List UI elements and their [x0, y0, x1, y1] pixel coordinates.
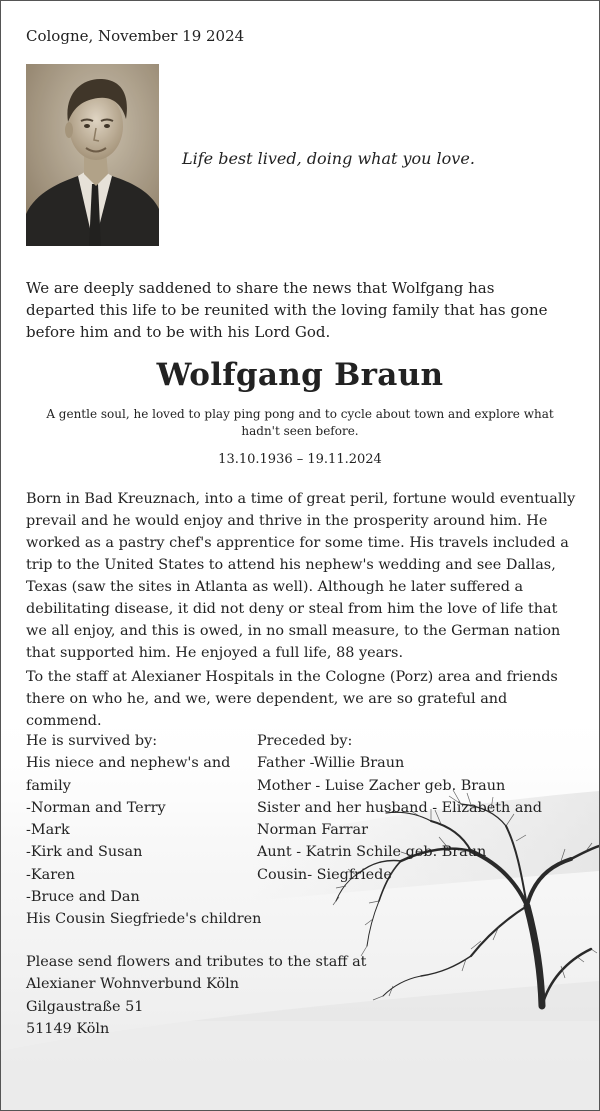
survivor-item: His Cousin Siegfriede's children: [26, 911, 262, 928]
survivor-item: -Bruce and Dan: [26, 889, 140, 906]
preceded-item: Aunt - Katrin Schile geb. Braun: [257, 844, 487, 861]
motto: Life best lived, doing what you love.: [182, 149, 475, 168]
tagline: A gentle soul, he loved to play ping pong and to cycle about town and explore what hadn't seen before.: [46, 407, 554, 438]
survivor-item: -Karen: [26, 866, 75, 883]
preceded-by-section: [257, 730, 577, 886]
biography-paragraph: Born in Bad Kreuznach, into a time of great peril, fortune would eventually prevail and he would enjoy and thrive in the prosperity around him. He worked as a pastry chef's apprentice for some time. His travels included a trip to the United States to attend his nephew's wedding and see Dallas, Texas (saw the sites in Atlanta as well). Although he later suffered a debilitating disease, it did not deny or steal from him the love of life that we all enjoy, and this is owed, in no small measure, to the German nation that supported him. He enjoyed a full life, 88 years.: [26, 491, 576, 661]
portrait-photo: [26, 64, 159, 246]
address-line: Gilgaustraße 51: [26, 998, 144, 1015]
thanks-paragraph: To the staff at Alexianer Hospitals in the Cologne (Porz) area and friends there on who he, and we, were dependent, we are so grateful and commend.: [26, 669, 558, 729]
preceded-item: Cousin- Siegfriede: [257, 866, 392, 883]
survivor-item: -Kirk and Susan: [26, 844, 143, 861]
intro-paragraph: We are deeply saddened to share the news that Wolfgang has departed this life to be reunited with the loving family that has gone before him and to be with his Lord God.: [26, 279, 548, 341]
preceded-heading: Preceded by:: [257, 733, 353, 749]
life-dates: 13.10.1936 – 19.11.2024: [218, 452, 382, 467]
survivor-item: -Norman and Terry: [26, 799, 166, 816]
preceded-item: Father -Willie Braun: [257, 755, 405, 772]
deceased-name: Wolfgang Braun: [156, 357, 444, 393]
survived-heading: He is survived by:: [26, 733, 158, 749]
survivor-item: His niece and nephew's and family: [26, 755, 231, 794]
survivor-item: -Mark: [26, 822, 70, 839]
flowers-intro: Please send flowers and tributes to the staff at: [26, 954, 367, 970]
dateline: Cologne, November 19 2024: [26, 27, 245, 45]
survived-by-section: [26, 730, 262, 931]
flowers-section: [26, 951, 367, 1040]
address-line: Alexianer Wohnverbund Köln: [26, 976, 240, 993]
address-line: 51149 Köln: [26, 1020, 110, 1037]
preceded-item: Sister and her husband - Elizabeth and Norman Farrar: [257, 799, 542, 839]
preceded-item: Mother - Luise Zacher geb. Braun: [257, 777, 506, 794]
